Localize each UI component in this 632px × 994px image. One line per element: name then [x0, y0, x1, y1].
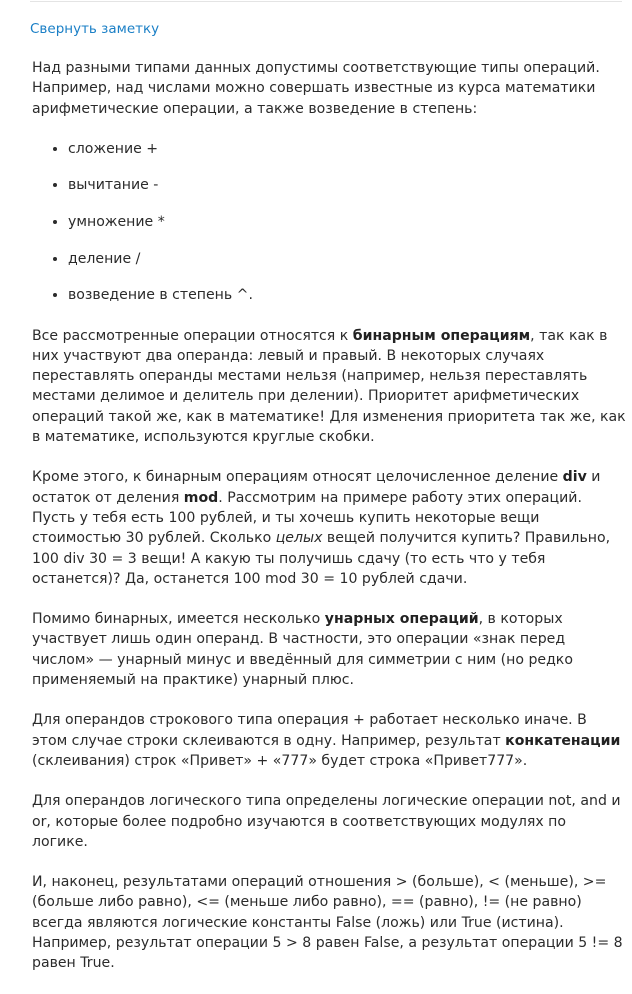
div-mod-paragraph: [32, 467, 626, 589]
text-span: Помимо бинарных, имеется несколько: [32, 611, 325, 628]
text-span: Все рассмотренные операции относятся к: [32, 327, 353, 344]
text-span: Для операндов строкового типа операция + работает несколько иначе. В этом случае строки склеиваются в одну. Например, результат: [32, 712, 587, 749]
text-span: , в которых участвует лишь один операнд. В частности, это операции «знак перед числом» — унарный минус и введённый для симметрии с ним (но редко применяемый на практике) унарный плюс.: [32, 611, 573, 689]
text-span: вещей получится купить? Правильно, 100 div 30 = 3 вещи! А какую ты получишь сдачу (то есть что у тебя останется)? Да, останется 100 mod 30 = 10 рублей сдачи.: [32, 530, 611, 587]
text-span: , так как в них участвуют два операнда: левый и правый. В некоторых случаях переставлять операнды местами нельзя (например, нельзя переставлять местами делимое и делитель при делении). Приоритет арифметических операций такой же, как в математике! Для изменения приоритета так же, как в математике, используются круглые скобки.: [32, 327, 626, 446]
top-divider: [30, 1, 622, 2]
bold-term: mod: [183, 489, 219, 506]
relational-operations-paragraph: И, наконец, результатами операций отношения > (больше), < (меньше), >= (больше либо равно), <= (меньше либо равно), == (равно), != (не равно) всегда являются логические константы False (ложь) или True (истина). Например, результат операции 5 > 8 равен False, а результат операции 5 != 8 равен True.: [32, 874, 623, 972]
text-span: и остаток от деления: [32, 469, 601, 506]
bold-term: конкатенации: [505, 732, 621, 749]
collapse-note-link[interactable]: Свернуть заметку: [30, 21, 160, 37]
note-content: [32, 58, 626, 994]
intro-paragraph: Над разными типами данных допустимы соответствующие типы операций. Например, над числами можно совершать известные из курса математики арифметические операции, а также возведение в степень:: [32, 60, 600, 117]
operations-list: [32, 139, 626, 306]
unary-operations-paragraph: [32, 609, 626, 690]
bold-term: унарных операций: [324, 611, 479, 628]
string-operations-paragraph: [32, 710, 626, 771]
bold-term: div: [562, 469, 587, 486]
text-span: . Рассмотрим на примере работу этих операций. Пусть у тебя есть 100 рублей, и ты хочешь купить некоторые вещи стоимостью 30 рублей. Сколько: [32, 489, 582, 547]
italic-term: целых: [275, 530, 323, 547]
bold-term: бинарным операциям: [352, 327, 531, 344]
list-item: • возведение в степень ^.: [68, 285, 626, 305]
binary-operations-paragraph: [32, 326, 626, 448]
list-item: • вычитание -: [68, 175, 626, 195]
text-span: Кроме этого, к бинарным операциям относят целочисленное деление: [32, 469, 563, 486]
list-item: • деление /: [68, 249, 626, 269]
list-item: • умножение *: [68, 212, 626, 232]
text-span: (склеивания) строк «Привет» + «777» будет строка «Привет777».: [32, 752, 528, 769]
logical-operations-paragraph: Для операндов логического типа определены логические операции not, and и or, которые более подробно изучаются в соответствующих модулях по логике.: [32, 793, 621, 850]
list-item: • сложение +: [68, 139, 626, 159]
